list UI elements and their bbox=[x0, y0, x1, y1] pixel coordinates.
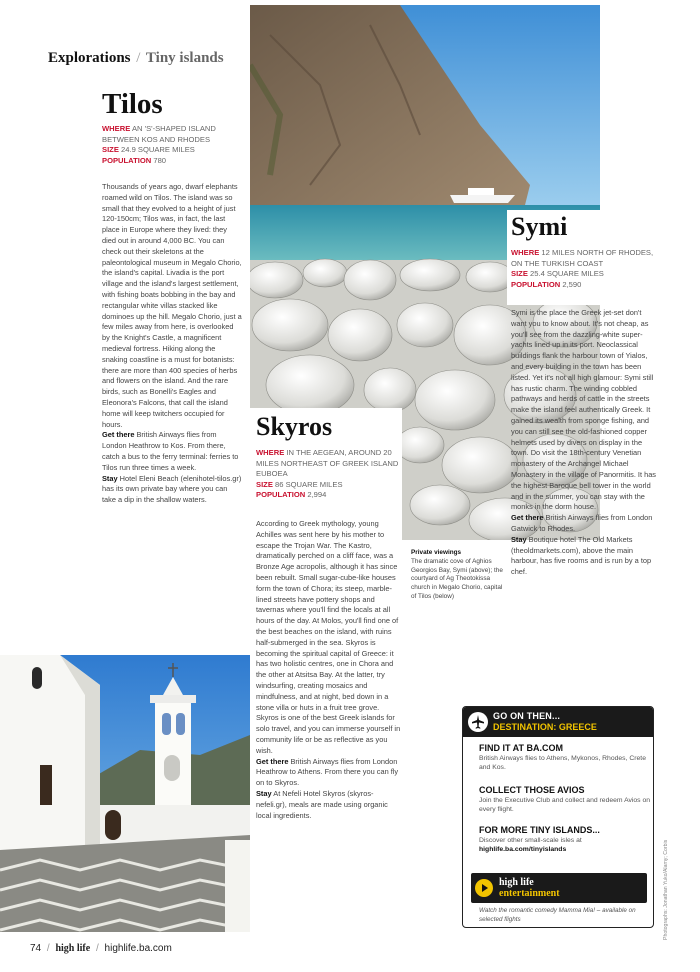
symi-where: 12 MILES NORTH OF RHODES, ON THE TURKISH COAST bbox=[511, 248, 654, 268]
tilos-getthere-label: Get there bbox=[102, 430, 135, 440]
photo-credit: Photographs: Jonathan Yuko/Alamy; Corbis bbox=[663, 839, 669, 940]
skyros-facts: WHERE IN THE AEGEAN, AROUND 20 MILES NORTHEAST OF GREEK ISLAND EUBOEA SIZE 86 SQUARE MILES POPULATION 2,994 bbox=[256, 448, 399, 500]
skyros-stay-label: Stay bbox=[256, 788, 272, 798]
go-on-then-title: GO ON THEN... bbox=[493, 711, 561, 721]
highlife-entertainment-banner: high life entertainment bbox=[471, 873, 647, 903]
find-it-section: FIND IT AT BA.COM British Airways flies to Athens, Mykonos, Rhodes, Crete and Kos. bbox=[479, 743, 646, 771]
symi-size: 25.4 SQUARE MILES bbox=[530, 269, 604, 279]
page-number: 74 bbox=[30, 943, 42, 954]
section-header bbox=[48, 50, 224, 67]
symi-getthere-label: Get there bbox=[511, 513, 544, 523]
tilos-church-illustration bbox=[0, 655, 250, 932]
symi-title: Symi bbox=[511, 212, 568, 241]
page-footer: 74 / high life / highlife.ba.com bbox=[30, 943, 172, 954]
go-on-then-box bbox=[462, 706, 654, 928]
tilos-stay-text: Hotel Eleni Beach (elenihotel-tilos.gr) has its own private bay where you can take a dip in the shallow waters. bbox=[102, 473, 242, 505]
entertainment-note: Watch the romantic comedy Mamma Mia! – available on selected flights bbox=[479, 907, 636, 923]
tilos-stay-label: Stay bbox=[102, 473, 118, 483]
skyros-population: 2,994 bbox=[307, 490, 327, 500]
caption-heading: Private viewings bbox=[411, 549, 462, 556]
symi-body bbox=[511, 308, 659, 578]
magazine-url[interactable]: highlife.ba.com bbox=[104, 943, 172, 954]
symi-stay-label: Stay bbox=[511, 534, 527, 544]
skyros-getthere-label: Get there bbox=[256, 756, 289, 766]
airplane-icon bbox=[468, 712, 488, 732]
go-on-then-header bbox=[463, 707, 653, 737]
caption-text: The dramatic cove of Aghios Georgios Bay, Symi (above); the courtyard of Ag Theotokissa church in Megalo Chorio, capital of Tilos (below) bbox=[411, 557, 503, 600]
section-sublabel: Tiny islands bbox=[145, 50, 224, 66]
symi-paragraph: Symi is the place the Greek jet-set don't want you to know about. It's not cheap, as you'll see from the dazzling-white super-yachts lined up in its port. Neoclassical buildings flank the harbour town of Yialos, and every building in the town has been listed. Yet it's not all high glamour: Symi still has rustic charm. The winding cobbled pathways and herds of cattle in the streets make the island feel authentically Greek. It gained its wealth from sponge fishing, and you can still see the old-fashioned copper helmets used by divers on display in the town. Do visit the 18th-century Venetian monastery of the Archangel Michael Monastery in the village of Panormitis. It has the highest Baroque bell tower in the world and in the summer, you can stay with the monks in the dorm house. bbox=[511, 308, 657, 512]
header-separator: / bbox=[136, 50, 141, 66]
symi-stay-text: Boutique hotel The Old Markets (theoldmarkets.com), above the main harbour, has five rooms and is run by a top chef. bbox=[511, 534, 652, 577]
tilos-where: AN 'S'-SHAPED ISLAND BETWEEN KOS AND RHODES bbox=[102, 124, 216, 144]
tilos-body bbox=[102, 182, 242, 506]
tiny-islands-link[interactable]: highlife.ba.com/tinyislands bbox=[479, 846, 567, 853]
tilos-getthere-text: British Airways flies from London Heathrow to Kos. From there, catch a bus to the ferry terminal: ferries to Tilos run three times a week. bbox=[102, 430, 239, 472]
tilos-paragraph: Thousands of years ago, dwarf elephants roamed wild on Tilos. The island was so small that they evolved to a height of just 120-150cm; Tilos was, in fact, the last place in Europe where they lived: they died out in around 4,000 BC. You can check out their skeletons at the paleontological museum in Megalo Chorio, the island's capital. Livadia is the port village and the island's largest settlement, with fishing boats bobbing in the bay and rectangular white villas stacked like dominoes up the hill. Megalo Chorio, just a few miles away from here, is overlooked by the Knight's Castle, a magnificent medieval fortress. Hiking along the snaking coastline is a must for botanists: there are more than 400 species of herbs and flowers on the island. And the rare birds, such as Bonelli's Eagles and Eleonora's Falcons, that call the island home will keep twitchers occupied for hours. bbox=[102, 182, 242, 429]
tilos-size: 24.9 SQUARE MILES bbox=[121, 145, 195, 155]
skyros-paragraph: According to Greek mythology, young Achilles was sent here by his mother to escape the Trojan War. The Kastro, dramatically perched on a cliff face, was a Bronze Age acropolis, although it has since been rebuilt. Small sugar-cube-like houses form the town of Chora; its steep, marble-lined streets have pottery shops and tavernas where you'll find the locals at all hours of the day. At Molos, you'll find one of the best beaches on the island, with ruins half-submerged in the sea. Skyros is becoming the spiritual capital of Greece: it has two holistic centres, one in Chora and the other at Atsitsa Bay. At the latter, try windsurfing, creating mosaics and mindfulness, and at night, bed down in a stone villa or huts in a fruit tree grove. Skyros is one of the best Greek islands for solo travel, and you can immerse yourself in community life or be as reflective as you wish. bbox=[256, 519, 401, 755]
tilos-facts: WHERE AN 'S'-SHAPED ISLAND BETWEEN KOS AND RHODES SIZE 24.9 SQUARE MILES POPULATION 780 bbox=[102, 124, 216, 165]
skyros-stay-text: At Nefeli Hotel Skyros (skyros-nefeli.gr), meals are made using organic local ingredients. bbox=[256, 788, 388, 820]
skyros-getthere-text: British Airways flies from London Heathrow to Athens. From there you can fly on to Skyros. bbox=[256, 756, 399, 788]
photo-caption bbox=[411, 549, 506, 602]
skyros-where: IN THE AEGEAN, AROUND 20 MILES NORTHEAST OF GREEK ISLAND EUBOEA bbox=[256, 448, 399, 479]
destination-label: DESTINATION: GREECE bbox=[493, 722, 597, 732]
skyros-title: Skyros bbox=[256, 412, 333, 441]
tilos-church-photo bbox=[0, 655, 250, 932]
tilos-population: 780 bbox=[153, 155, 167, 165]
section-label: Explorations bbox=[48, 50, 131, 66]
skyros-body bbox=[256, 519, 402, 821]
magazine-brand: high life bbox=[55, 943, 91, 954]
play-icon bbox=[475, 879, 493, 897]
symi-getthere-text: British Airways flies from London Gatwick to Rhodes. bbox=[511, 513, 653, 533]
skyros-size: 86 SQUARE MILES bbox=[275, 479, 343, 489]
symi-facts: WHERE 12 MILES NORTH OF RHODES, ON THE TURKISH COAST SIZE 25.4 SQUARE MILES POPULATION 2,590 bbox=[511, 248, 654, 289]
more-islands-section: FOR MORE TINY ISLANDS... Discover other small-scale isles at highlife.ba.com/tinyislands bbox=[479, 825, 651, 854]
collect-avios-section: COLLECT THOSE AVIOS Join the Executive Club and collect and redeem Avios on every flight. bbox=[479, 785, 651, 813]
symi-population: 2,590 bbox=[562, 279, 582, 289]
tilos-title: Tilos bbox=[102, 88, 163, 120]
